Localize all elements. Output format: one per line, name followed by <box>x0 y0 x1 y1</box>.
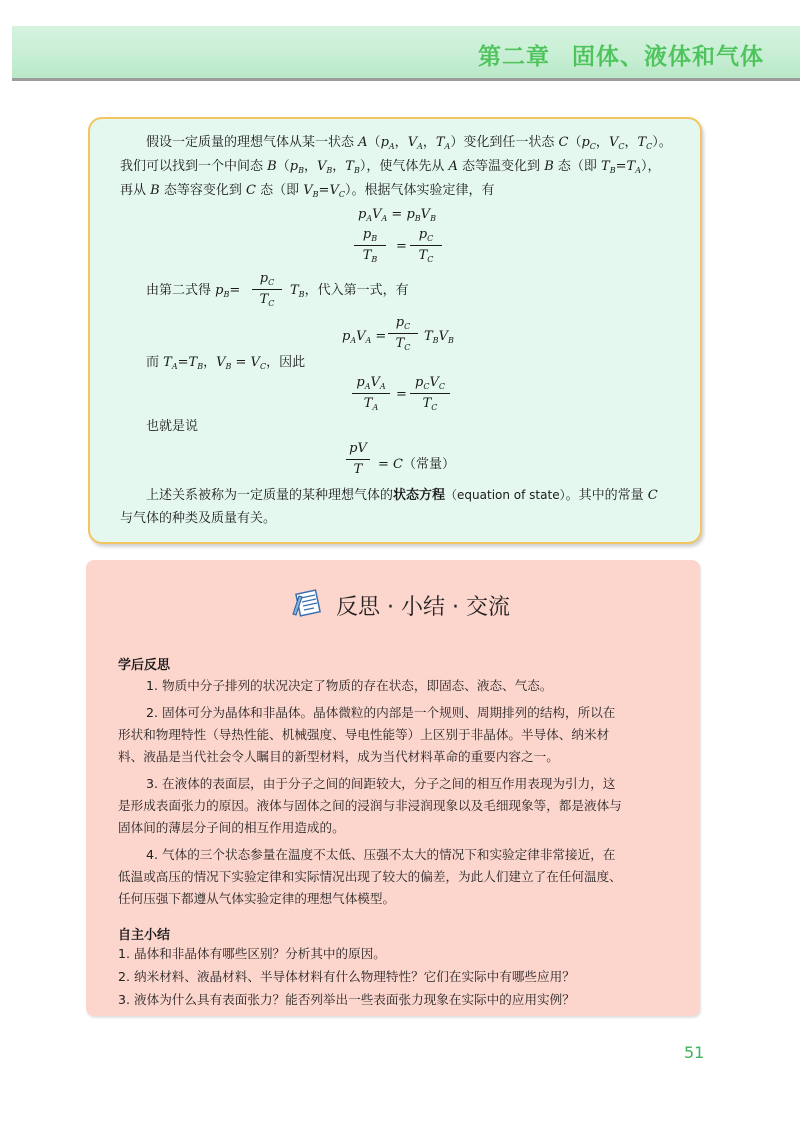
deriv-line-substitute: 由第二式得 $p_B=$ <box>146 283 241 299</box>
derivation-box <box>88 117 702 544</box>
equation-pAVA: $p_AV_A$ = <box>342 329 387 345</box>
chapter-header-band <box>12 26 800 81</box>
fraction-pCVC-TC: $p_CV_C$ $T_C$ <box>410 375 450 412</box>
reflection-item-2-line-2: 形状和物理特性（导热性能、机械强度、导电性能等）上区别于非晶体。半导体、纳米材 <box>118 727 610 742</box>
chapter-title: 固体、液体和气体 <box>572 44 764 70</box>
deriv-line-conclusion-2: 与气体的种类及质量有关。 <box>120 511 277 526</box>
reflection-item-2-line-3: 料、液晶是当代社会令人瞩目的新型材料，成为当代材料革命的重要内容之一。 <box>118 749 559 764</box>
reflection-item-3-line-1: 3. 在液体的表面层，由于分子之间的间距较大，分子之间的相互作用表现为引力，这 <box>146 776 616 791</box>
equation-isothermal: $p_AV_A = p_BV_B$ <box>358 207 436 223</box>
reflection-item-4-line-2: 低温或高压的情况下实验定律和实际情况出现了较大的偏差，为此人们建立了在任何温度、 <box>118 869 622 884</box>
reflection-item-3-line-2: 是形成表面张力的原因。液体与固体之间的浸润与非浸润现象以及毛细现象等，都是液体与 <box>118 798 622 813</box>
deriv-line-since: 而 $T_A=T_B$，$V_B = V_C$，因此 <box>146 355 306 371</box>
summary-title: 反思 · 小结 · 交流 <box>336 595 510 620</box>
fraction-pC-TC-2: $p_C$ $T_C$ <box>252 271 282 308</box>
fraction-pC-TC-3: $p_C$ $T_C$ <box>388 315 418 352</box>
deriv-line-2: 我们可以找到一个中间态 $B(p_B$，$V_B$，$T_B$），使气体先从 A 态等温变化到 B 态（即 $T_B=T_A$）， <box>120 159 661 175</box>
reflection-item-1: 1. 物质中分子排列的状况决定了物质的存在状态，即固态、液态、气态。 <box>146 678 553 693</box>
deriv-line-conclusion-1: 上述关系被称为一定质量的某种理想气体的状态方程（equation of state）。其中的常量 C <box>146 488 658 503</box>
deriv-line-that-is: 也就是说 <box>146 419 199 434</box>
fraction-pC-TC: $p_C$ $T_C$ <box>410 227 442 264</box>
deriv-line-1: 假设一定质量的理想气体从某一状态 $A(p_A$，$V_A$，$T_A$）变化到任一状态 $C(p_C$，$V_C$，$T_C$）。 <box>146 135 672 151</box>
equation-constant: = C（常量） <box>378 457 455 472</box>
section-heading-reflection: 学后反思 <box>118 658 171 673</box>
fraction-pB-TB: $p_B$ $T_B$ <box>354 227 386 264</box>
notepad-icon <box>290 588 322 618</box>
term-state-equation: 状态方程 <box>393 488 446 503</box>
reflection-item-4-line-3: 任何压强下都遵从气体实验定律的理想气体模型。 <box>118 891 396 906</box>
fraction-pV-T: pV T <box>346 441 370 478</box>
deriv-line-substitute-b: $T_B$，代入第一式，有 <box>290 283 409 299</box>
equals-sign-2: = <box>396 387 407 402</box>
chapter-heading <box>478 38 764 71</box>
reflection-item-2-line-1: 2. 固体可分为晶体和非晶体。晶体微粒的内部是一个规则、周期排列的结构，所以在 <box>146 705 616 720</box>
self-summary-item-1: 1. 晶体和非晶体有哪些区别？分析其中的原因。 <box>118 946 386 961</box>
reflection-item-3-line-3: 固体间的薄层分子间的相互作用造成的。 <box>118 820 345 835</box>
fraction-pAVA-TA: $p_AV_A$ $T_A$ <box>352 375 390 412</box>
self-summary-item-2: 2. 纳米材料、液晶材料、半导体材料有什么物理特性？它们在实际中有哪些应用？ <box>118 969 575 984</box>
equals-sign: = <box>396 239 407 254</box>
equation-TBVB: $T_BV_B$ <box>424 329 454 345</box>
chapter-number: 第二章 <box>478 44 550 70</box>
section-heading-self-summary: 自主小结 <box>118 928 171 943</box>
page-number: 51 <box>684 1043 705 1062</box>
summary-box <box>86 560 700 1016</box>
reflection-item-4-line-1: 4. 气体的三个状态参量在温度不太低、压强不太大的情况下和实验定律非常接近，在 <box>146 847 616 862</box>
deriv-line-3: 再从 B 态等容变化到 C 态（即 $V_B=V_C$）。根据气体实验定律，有 <box>120 183 495 199</box>
self-summary-item-3: 3. 液体为什么具有表面张力？能否列举出一些表面张力现象在实际中的应用实例？ <box>118 992 575 1007</box>
